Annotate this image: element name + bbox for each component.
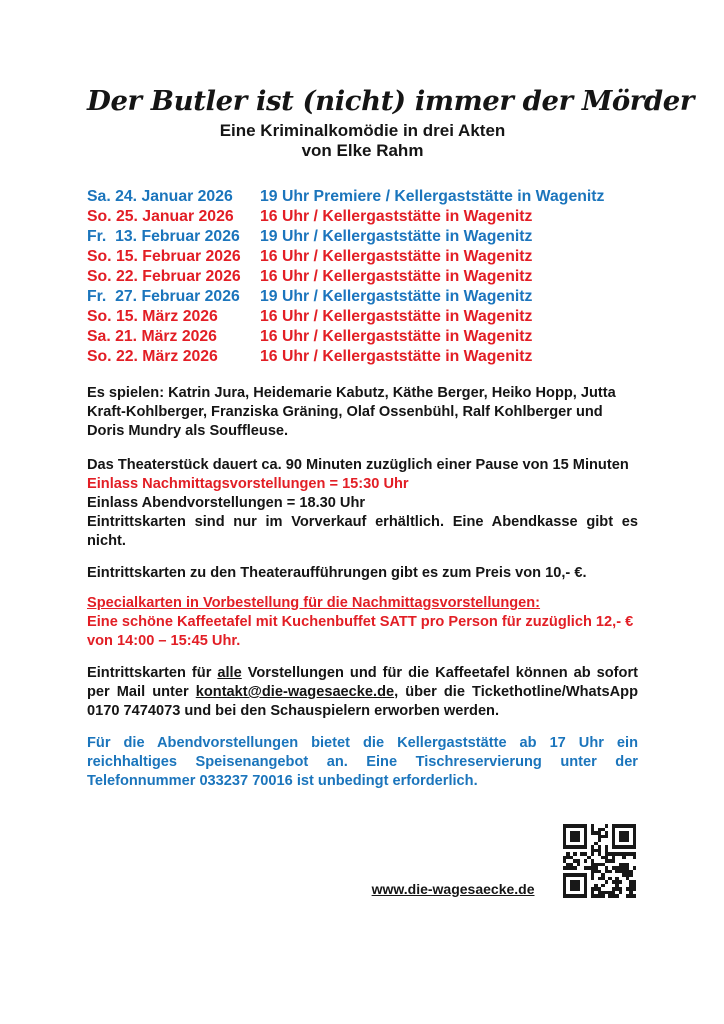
performance-schedule <box>87 187 638 367</box>
schedule-date: Sa. 21. März 2026 <box>87 328 217 345</box>
schedule-row <box>87 227 638 247</box>
admission-info-block <box>87 456 638 551</box>
schedule-details: 16 Uhr / Kellergaststätte in Wagenitz <box>260 248 533 265</box>
schedule-details: 19 Uhr / Kellergaststätte in Wagenitz <box>260 228 533 245</box>
subtitle-author: von Elke Rahm <box>301 141 424 160</box>
schedule-row <box>87 307 638 327</box>
special-offer-block <box>87 594 638 651</box>
evening-dining-paragraph: Für die Abendvorstellungen bietet die Kellergaststätte ab 17 Uhr ein reichhaltiges Speisenangebot an. Eine Tischreservierung unter der Telefonnummer 033237 70016 ist unbedingt erforderlich. <box>87 735 638 789</box>
matinee-admission-line: Einlass Nachmittagsvorstellungen = 15:30 Uhr <box>87 476 409 492</box>
schedule-details: 19 Uhr / Kellergaststätte in Wagenitz <box>260 288 533 305</box>
email-link[interactable]: kontakt@die-wagesaecke.de <box>195 684 395 700</box>
ticket-purchase-paragraph <box>87 664 638 721</box>
ticket-text-part3: , über die Tickethotline/WhatsApp 0170 7474073 und bei den Schauspielern erworben werden. <box>87 684 638 719</box>
page-title: Der Butler ist (nicht) immer der Mörder <box>87 85 694 117</box>
ticket-price-line: Eintrittskarten zu den Theateraufführungen gibt es zum Preis von 10,- €. <box>87 565 587 581</box>
schedule-row <box>87 327 638 347</box>
schedule-row <box>87 187 638 207</box>
schedule-details: 16 Uhr / Kellergaststätte in Wagenitz <box>260 328 533 345</box>
schedule-date: Fr. 27. Februar 2026 <box>87 288 240 305</box>
subtitle-genre: Eine Kriminalkomödie in drei Akten <box>219 121 506 140</box>
schedule-row <box>87 287 638 307</box>
ticket-text-part2: Vorstellungen und für die Kaffeetafel können ab sofort per Mail unter <box>87 665 639 700</box>
schedule-date: So. 22. März 2026 <box>87 348 218 365</box>
ticket-text-part1: Eintrittskarten für <box>87 665 218 681</box>
schedule-date: So. 15. März 2026 <box>87 308 218 325</box>
special-offer-body: Eine schöne Kaffeetafel mit Kuchenbuffet SATT pro Person für zuzüglich 12,- € von 14:00 – 15:45 Uhr. <box>87 614 634 649</box>
schedule-details: 16 Uhr / Kellergaststätte in Wagenitz <box>260 308 533 325</box>
schedule-date: So. 22. Februar 2026 <box>87 268 241 285</box>
schedule-details: 16 Uhr / Kellergaststätte in Wagenitz <box>260 208 533 225</box>
schedule-row <box>87 207 638 227</box>
schedule-date: Fr. 13. Februar 2026 <box>87 228 240 245</box>
flyer-content <box>87 85 694 900</box>
qr-code <box>561 822 639 900</box>
footer <box>87 822 638 900</box>
duration-line: Das Theaterstück dauert ca. 90 Minuten zuzüglich einer Pause von 15 Minuten <box>87 457 629 473</box>
schedule-row <box>87 267 638 287</box>
schedule-details: 19 Uhr Premiere / Kellergaststätte in Wagenitz <box>260 188 605 205</box>
special-offer-heading: Specialkarten in Vorbestellung für die Nachmittagsvorstellungen: <box>87 595 541 611</box>
website-link[interactable]: www.die-wagesaecke.de <box>371 880 535 897</box>
schedule-details: 16 Uhr / Kellergaststätte in Wagenitz <box>260 268 533 285</box>
alle-emphasis: alle <box>217 665 242 681</box>
schedule-date: So. 25. Januar 2026 <box>87 208 234 225</box>
schedule-date: Sa. 24. Januar 2026 <box>87 188 233 205</box>
schedule-date: So. 15. Februar 2026 <box>87 248 241 265</box>
cast-paragraph: Es spielen: Katrin Jura, Heidemarie Kabutz, Käthe Berger, Heiko Hopp, Jutta Kraft-Kohlberger, Franziska Gräning, Olaf Ossenbühl, Ralf Kohlberger und Doris Mundry als Souffleuse. <box>87 385 616 439</box>
schedule-details: 16 Uhr / Kellergaststätte in Wagenitz <box>260 348 533 365</box>
evening-admission-line: Einlass Abendvorstellungen = 18.30 Uhr <box>87 495 366 511</box>
presale-only-paragraph: Eintrittskarten sind nur im Vorverkauf erhältlich. Eine Abendkasse gibt es nicht. <box>87 514 638 549</box>
schedule-row <box>87 247 638 267</box>
schedule-row <box>87 347 638 367</box>
